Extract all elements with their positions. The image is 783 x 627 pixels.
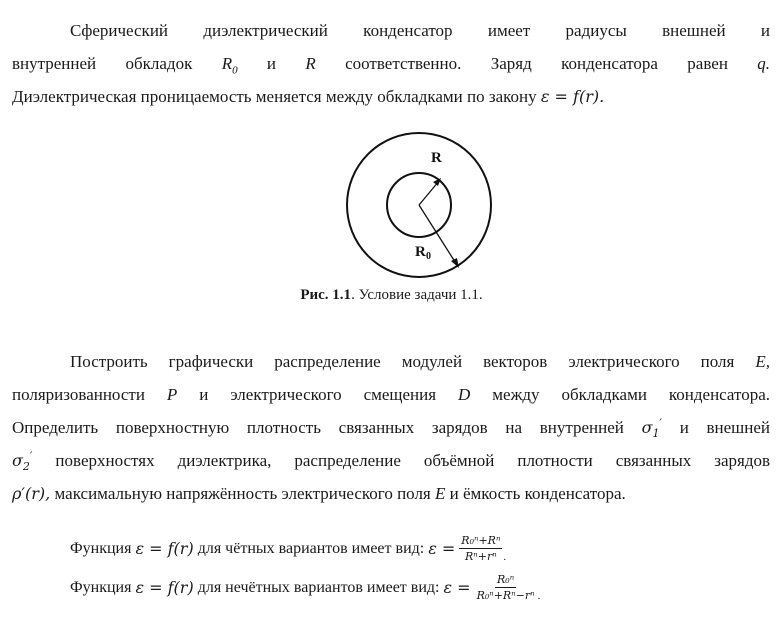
task-line-5: ρ′(r), максимальную напряжённость электрического поля E и ёмкость конденсатора. — [12, 484, 626, 503]
formula-even: Функция ε = f(r) для чётных вариантов имеет вид: ε = $\frac{\text{R₀ⁿ+Rⁿ}}{\text{Rⁿ+rⁿ}}$ . — [70, 534, 507, 563]
task-line-2: поляризованности P и электрического смещения D между обкладками конденсатора. — [12, 385, 771, 404]
statement-line-2: внутренней обкладок $R_0$ и R соответственно. Заряд конденсатора равен q. — [12, 54, 771, 77]
problem-statement — [12, 14, 770, 113]
fraction-even: $\frac{\text{R₀ⁿ+Rⁿ}}{\text{Rⁿ+rⁿ}}$ — [461, 534, 501, 563]
statement-line-3: Диэлектрическая проницаемость меняется между обкладками по закону ε = f(r). — [12, 87, 605, 106]
task-statement — [12, 345, 770, 510]
task-line-4: $\sigma_2'$ поверхностях диэлектрика, распределение объёмной плотности связанных зарядов — [12, 449, 771, 474]
task-line-3: Определить поверхностную плотность связанных зарядов на внутренней $\sigma_1'$ и внешней — [12, 416, 770, 441]
capacitor-figure — [345, 125, 495, 280]
fraction-odd: $\frac{\text{R₀ⁿ}}{\text{R₀ⁿ+Rⁿ−rⁿ}}$ — [476, 573, 535, 602]
formula-odd: Функция ε = f(r) для нечётных вариантов имеет вид: ε = $\frac{\text{R₀ⁿ}}{\text{R₀ⁿ+Rⁿ−rⁿ}}$ . — [70, 573, 541, 602]
label-r: R — [431, 150, 442, 166]
statement-line-1: Сферический диэлектрический конденсатор имеет радиусы внешней и — [70, 21, 770, 40]
task-line-1: Построить графически распределение модулей векторов электрического поля E, — [70, 352, 771, 371]
figure-caption: Рис. 1.1. Условие задачи 1.1. — [300, 287, 483, 303]
radius-r-arrow — [419, 181, 439, 205]
label-r0-sub: 0 — [426, 251, 431, 262]
label-r0: R — [415, 244, 426, 260]
